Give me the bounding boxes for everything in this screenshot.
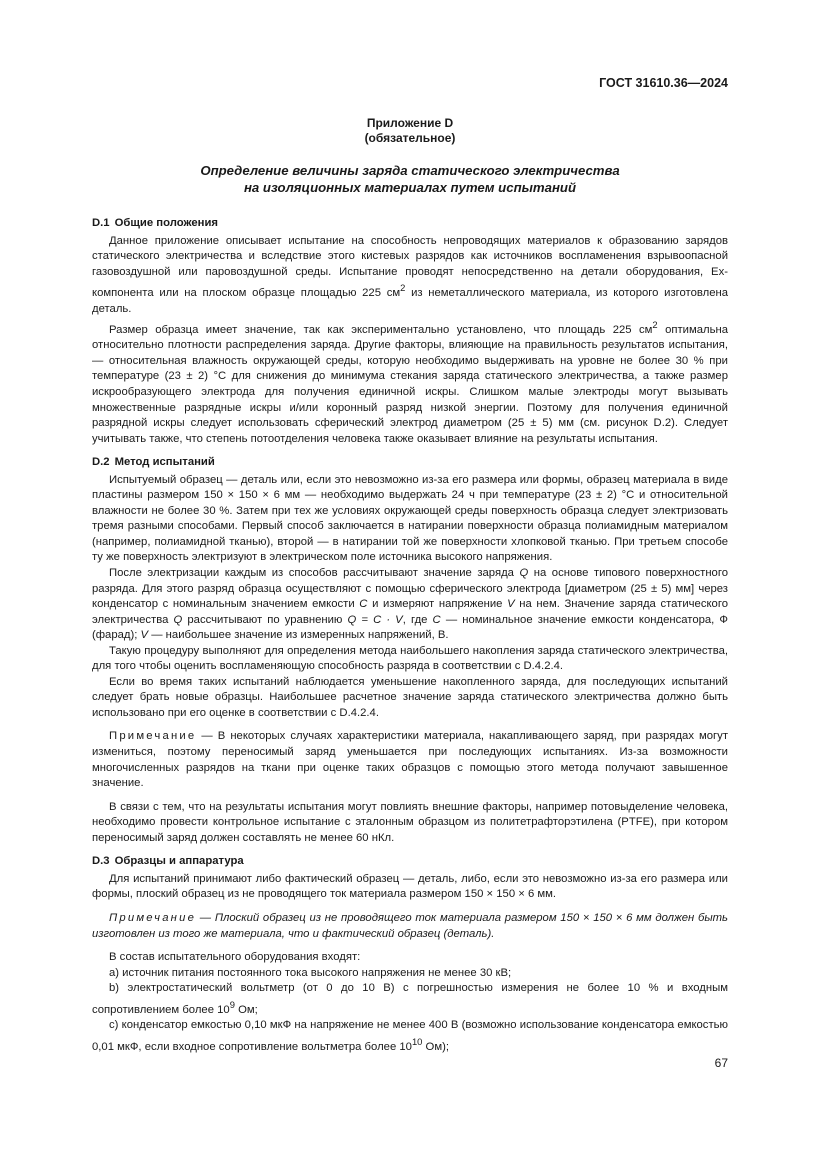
- note-text: — В некоторых случаях характеристики материала, накапливающего заряд, при разрядах могут измениться, поэтому переносимый заряд уменьшается при последующих испытаниях. Из-за возможности многочисленных разрядов на ткани при оценке таких образцов с помощью этого метода получают завышенное значение.: [92, 730, 728, 790]
- var-v: V: [507, 598, 515, 611]
- var-c: C: [432, 613, 441, 626]
- heading-line-2: на изоляционных материалах путем испытаний: [243, 180, 577, 195]
- text: рассчитывают по уравнению: [182, 613, 348, 626]
- text: После электризации каждым из способов рассчитывают значение заряда: [109, 567, 520, 580]
- note-label: Примечание: [109, 911, 197, 924]
- var-v: V: [140, 629, 149, 642]
- document-page: [92, 0, 728, 1169]
- text: Размер образца имеет значение, так как экспериментально установлено, что площадь 225 см: [109, 323, 653, 336]
- list-item-a: а) источник питания постоянного тока высокого напряжения не менее 30 кВ;: [109, 966, 512, 979]
- appendix-title: [92, 116, 728, 146]
- var-q: Q: [519, 567, 529, 580]
- text: на основе типового поверхностного разряда. Для этого разряд образца осуществляют с помощью сферического электрода [диаметром (25 ± 5) мм] через конденсатор с номинальным значением емкости: [92, 567, 728, 611]
- note-label: Примечание: [109, 730, 197, 743]
- appendix-label: Приложение D: [366, 116, 454, 130]
- section-number: D.3: [92, 855, 110, 868]
- section-title: Метод испытаний: [114, 456, 215, 469]
- var-c: C: [359, 598, 368, 611]
- appendix-heading: [92, 162, 728, 196]
- paragraph: [92, 317, 728, 447]
- text: Данное приложение описывает испытание на способность непроводящих материалов к образованию зарядов статического электричества и вследствие этого кистевых разрядов как источников воспламенения взрывоопасной газовоздушной или паровоздушной среды. Испытание проводят непосредственно на детали оборудования, Ex-компонента или на плоском образце площадью 225 см: [92, 234, 728, 299]
- text: с) конденсатор емкостью 0,10 мкФ на напряжение не менее 400 В (возможно использование конденсатора емкостью 0,01 мкФ, если входное сопротивление вольтметра более 10: [92, 1019, 728, 1053]
- section-d1-heading: [92, 216, 728, 232]
- paragraph: Такую процедуру выполняют для определения метода наибольшего накопления заряда статического электричества, для того чтобы оценить воспламеняющую способность разряда в соответствии с D.4.2.4.: [92, 644, 728, 673]
- paragraph: Для испытаний принимают либо фактический образец — деталь, либо, если это невозможно из-за его размера или формы, плоский образец из не проводящего ток материала размером 150 × 150 × 6 мм.: [92, 872, 728, 901]
- superscript: 2: [400, 282, 406, 294]
- text: оптимальна относительно плотности распределения заряда. Другие факторы, влияющие на правильность результатов испытания, — относительная влажность окружающей среды, которую необходимо выдерживать на уровне не более 30 % при температуре (23 ± 2) °С для снижения до минимума стекания заряда статического электричества, а также размер искрообразующего электрода для получения единичной искры. Слишком малые электроды могут вызывать множественные разрядные искры и/или коронный разряд низкой энергии. Поэтому для получения единичной разрядной искры следует использовать сферический электрод диаметром (25 ± 5) мм (см. рисунок D.2). Следует учитывать также, что степень потоотделения человека также оказывает влияние на результаты испытания.: [92, 323, 728, 445]
- paragraph: Если во время таких испытаний наблюдается уменьшение накопленного заряда, для последующих испытаний следует брать новые образцы. Наибольшее расчетное значение заряда статического электричества должно быть использовано при его оценке в соответствии с D.4.2.4.: [92, 675, 728, 719]
- section-title: Общие положения: [114, 217, 218, 229]
- paragraph: В состав испытательного оборудования входят:: [109, 951, 361, 964]
- standard-code: ГОСТ 31610.36—2024: [599, 76, 728, 90]
- text: на нем. Значение заряда статического электричества: [92, 598, 728, 626]
- text: Ом;: [234, 1003, 258, 1016]
- superscript: 9: [229, 998, 235, 1010]
- list-item-c: [92, 1018, 728, 1055]
- text: — номинальное значение емкости конденсатора, Ф (фарад);: [92, 613, 728, 642]
- text: из неметаллического материала, из которого изготовлена деталь.: [92, 286, 728, 315]
- section-d3-heading: [92, 854, 728, 870]
- text: Ом);: [422, 1040, 449, 1053]
- text: b) электростатический вольтметр (от 0 до 10 В) с погрешностью измерения не более 10 % и входным сопротивлением более 10: [92, 982, 728, 1016]
- paragraph: [92, 234, 728, 318]
- document-body: [92, 216, 728, 1055]
- paragraph: В связи с тем, что на результаты испытания могут повлиять внешние факторы, например потовыделение человека, необходимо провести контрольное испытание с эталонным образцом из политетрафторэтилена (PTFE), при котором переносимый заряд должен составлять не менее 60 нКл.: [92, 800, 728, 844]
- note: [92, 911, 728, 942]
- formula: Q = C · V: [347, 613, 403, 626]
- list-item-b: [92, 981, 728, 1018]
- superscript: 2: [652, 319, 658, 331]
- section-number: D.2: [92, 456, 110, 469]
- note-text: — Плоский образец из не проводящего ток материала размером 150 × 150 × 6 мм должен быть изготовлен из того же материала, что и фактический образец (деталь).: [92, 911, 728, 940]
- section-number: D.1: [92, 217, 110, 229]
- var-q: Q: [173, 613, 183, 626]
- paragraph: [92, 566, 728, 644]
- note: [92, 729, 728, 791]
- text: и измеряют напряжение: [367, 598, 508, 611]
- heading-line-1: Определение величины заряда статического электричества: [200, 163, 620, 178]
- superscript: 10: [411, 1035, 423, 1047]
- appendix-status: (обязательное): [364, 131, 456, 145]
- section-title: Образцы и аппаратура: [114, 855, 244, 868]
- paragraph: Испытуемый образец — деталь или, если это невозможно из-за его размера или формы, образец материала в виде пластины размером 150 × 150 × 6 мм — необходимо выдержать 24 ч при температуре (23 ± 2) °С и относительной влажности не более 30 %. Затем при тех же условиях окружающей среды поверхность образца следует электризовать тремя разными способами. Первый способ заключается в натирании поверхности образца полиамидным материалом (например, полиамидной тканью), второй — в натирании той же поверхности хлопковой тканью. При третьем способе ту же поверхность электризуют в электрическом поле источника высокого напряжения.: [92, 473, 728, 564]
- text: — наибольшее значение из измеренных напряжений, В.: [148, 629, 449, 642]
- section-d2-heading: [92, 455, 728, 471]
- page-number: 67: [714, 1056, 728, 1070]
- text: , где: [402, 613, 433, 626]
